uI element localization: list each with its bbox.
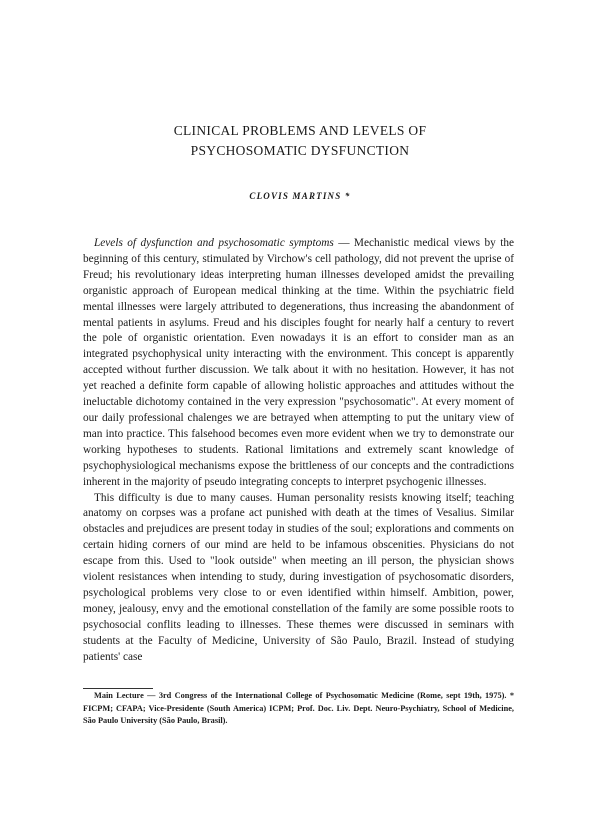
paragraph-2 [83, 491, 514, 666]
section-heading: Levels of dysfunction and psychosomatic symptoms [94, 237, 334, 249]
title-line-2: PSYCHOSOMATIC DYSFUNCTION [190, 143, 410, 158]
paragraph-1 [83, 236, 514, 491]
title-line-1: CLINICAL PROBLEMS AND LEVELS OF [173, 123, 427, 138]
author-name: CLOVIS MARTINS * [249, 191, 351, 201]
body-text [83, 236, 514, 665]
footnote-rule [83, 688, 153, 689]
footnote: Main Lecture — 3rd Congress of the International College of Psychosomatic Medicine (Rome, sept 19th, 1975). * FICPM; CFAPA; Vice-Presidente (South America) ICPM; Prof. Doc. Liv. Dept. Neuro-Psychiatry, School of Medicine, São Paulo University (São Paulo, Brasil). [83, 691, 514, 726]
paragraph-2-text: This difficulty is due to many causes. Human personality resists knowing itself; teaching anatomy on corpses was a profane act punished with death at the times of Vesalius. Similar obstacles and prejudices are present today in studies of the soul; explorations and comments on certain hiding corners of our mind are held to be infamous obscenities. Physicians do not escape from this. Used to "look outside" when meeting an ill person, the physician shows violent resistances when intending to study, during investigation of psychosomatic disorders, psychological problems very close to or even identified within himself. Ambition, power, money, jealousy, envy and the emotional constellation of the family are some possible roots to psychosocial conflits leading to illnesses. These themes were discussed in seminars with students at the Faculty of Medicine, University of São Paulo, Brazil. Instead of studying patients' case [83, 491, 514, 663]
paragraph-1-text: — Mechanistic medical views by the beginning of this century, stimulated by Virchow's cell pathology, did not prevent the uprise of Freud; his revolutionary ideas interpreting human illnesses developed amidst the prevailing organistic approach of European medical thinking at the time. Within the psychiatric field mental illnesses were largely attributed to degenerations, thus increasing the abandonment of mental patients in asylums. Freud and his disciples fought for nearly half a century to revert the pole of organistic orientation. Even nowadays it is an effort to consider man as an integrated psychophysical unity interacting with the environment. This concept is apparently accepted without further discussion. We talk about it with no hesitation. However, it has not yet reached a definite form capable of allowing holistic approaches and attitudes without the ineluctable dichotomy contained in the very expression "psychosomatic". At every moment of our daily professional chalenges we are betrayed when attempting to put the unitary view of man into practice. This falsehood becomes even more evident when we try to demonstrate our working hypotheses to students. Rational limitations and extremely scant knowledge of psychophysiological mechanisms expose the brittleness of our concepts and the contradictions inherent in the majority of pseudo integrating concepts to interpret psychogenic illnesses. [83, 237, 514, 488]
